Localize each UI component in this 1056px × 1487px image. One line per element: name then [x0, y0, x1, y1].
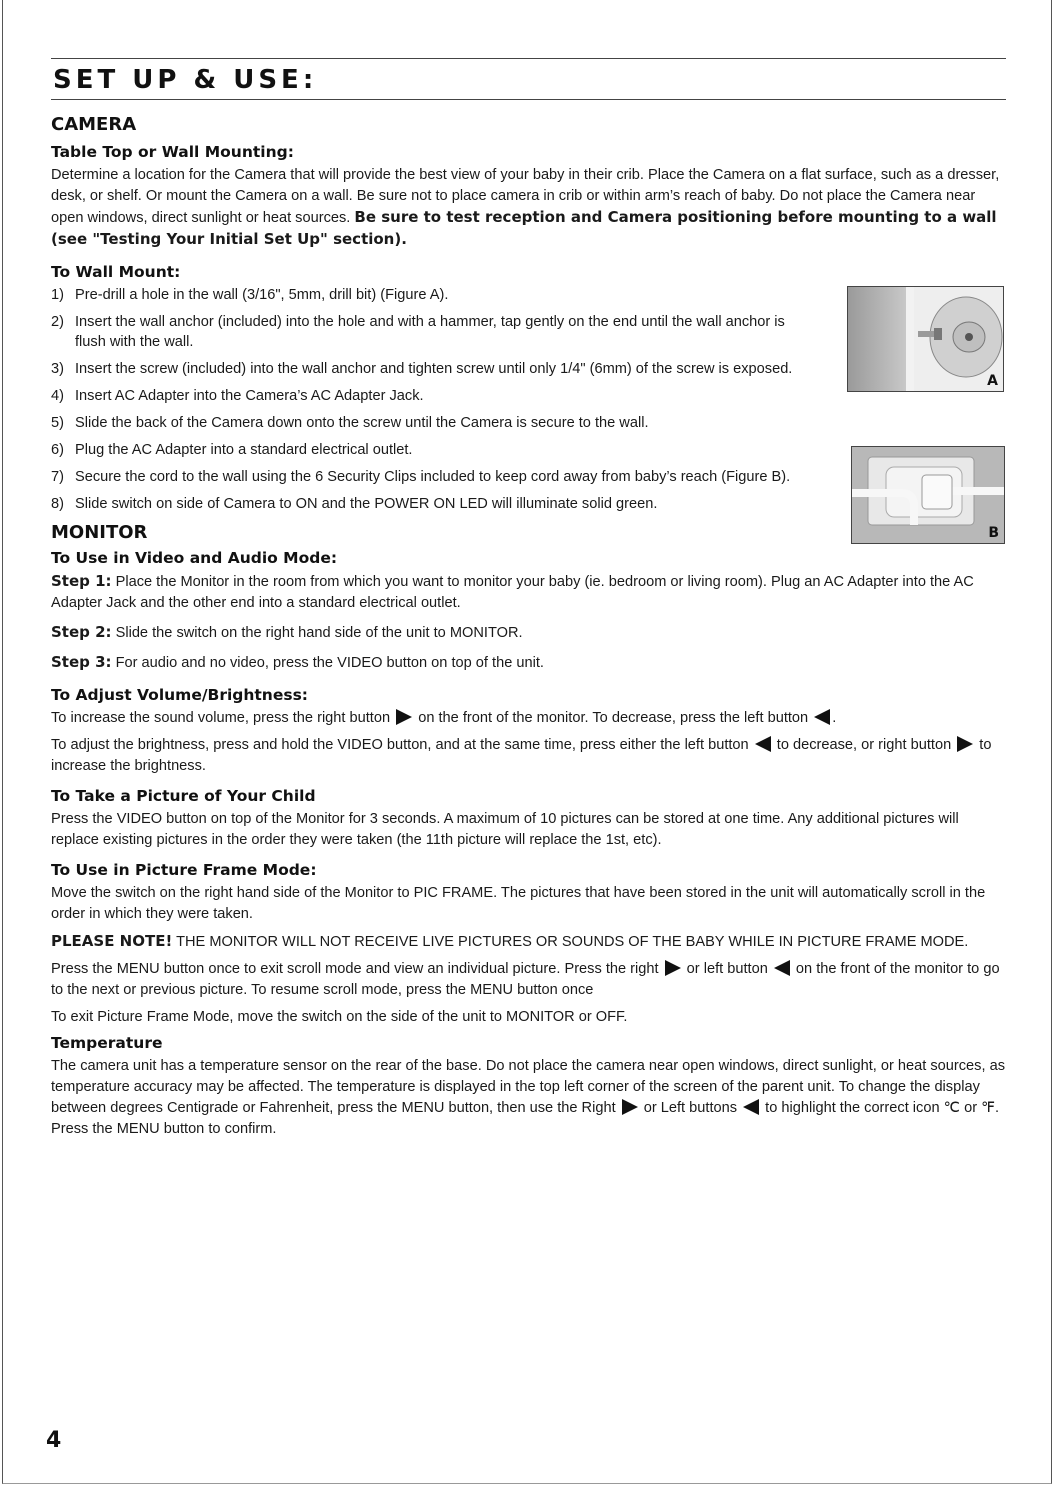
step1-text: Place the Monitor in the room from which you want to monitor your baby (ie. bedroom or living room). Plug an AC Adapter into the AC Adapter Jack and the other end into a standard electrical outlet. [51, 574, 974, 611]
camera-heading: CAMERA [51, 114, 137, 135]
temperature-heading: Temperature [51, 1034, 163, 1052]
figure-b-label: B [988, 525, 999, 541]
frame-note [51, 931, 1006, 953]
volume-heading: To Adjust Volume/Brightness: [51, 686, 309, 704]
scroll-text-c: on the front of the monitor to go to the next or previous picture. To resume scroll mode, press the MENU button once [51, 961, 1000, 998]
step-text: Slide switch on side of Camera to ON and the POWER ON LED will illuminate solid green. [75, 496, 658, 512]
title-rule [51, 99, 1006, 100]
step-number: 5) [51, 415, 64, 431]
video-audio-heading: To Use in Video and Audio Mode: [51, 549, 338, 567]
step-number: 2) [51, 314, 64, 330]
tabletop-text: Determine a location for the Camera that will provide the best view of your baby in their crib. Place the Camera on a flat surface, such as a dresser, desk, or shelf. Or mount the Camera on a wall. Be sure not to place camera in crib or within arm’s reach of baby. Do not place the Camera near open windows, direct sunlight or heat sources. [51, 167, 1000, 226]
monitor-heading: MONITOR [51, 522, 148, 543]
frame-exit-paragraph: To exit Picture Frame Mode, move the switch on the side of the unit to MONITOR or OFF. [51, 1009, 628, 1025]
tabletop-heading: Table Top or Wall Mounting: [51, 143, 294, 161]
brightness-text-c: to increase the brightness. [51, 737, 992, 774]
left-arrow-icon [814, 709, 830, 725]
page-number: 4 [46, 1428, 62, 1453]
step3-text: For audio and no video, press the VIDEO button on top of the unit. [111, 655, 544, 671]
temperature-text-b: or Left buttons [639, 1100, 742, 1116]
figure-a-label: A [987, 373, 998, 389]
temperature-paragraph [51, 1056, 1006, 1140]
frame-paragraph: Move the switch on the right hand side of the Monitor to PIC FRAME. The pictures that have been stored in the unit will automatically scroll in the order in which they were taken. [51, 885, 986, 922]
list-item [51, 494, 811, 514]
list-item [51, 285, 811, 305]
page-title: SET UP & USE: [53, 65, 318, 95]
scroll-text-a: Press the MENU button once to exit scroll mode and view an individual picture. Press the right [51, 961, 663, 977]
step-number: 4) [51, 388, 64, 404]
step-number: 8) [51, 496, 64, 512]
step-number: 7) [51, 469, 64, 485]
celsius-icon: ℃ [943, 1100, 961, 1116]
left-arrow-icon [774, 960, 790, 976]
list-item [51, 413, 811, 433]
volume-paragraph [51, 708, 1006, 729]
step-number: 3) [51, 361, 64, 377]
figure-b-illustration [852, 447, 1005, 544]
picture-heading: To Take a Picture of Your Child [51, 787, 316, 805]
right-arrow-icon [396, 709, 412, 725]
step1-label: Step 1: [51, 572, 112, 590]
figure-b [851, 446, 1005, 544]
volume-text-a: To increase the sound volume, press the right button [51, 710, 395, 726]
note-label: PLEASE NOTE! [51, 932, 173, 950]
fahrenheit-icon: ℉ [981, 1100, 996, 1116]
frame-scroll-paragraph [51, 959, 1006, 1001]
step3-label: Step 3: [51, 653, 112, 671]
step-text: Plug the AC Adapter into a standard electrical outlet. [75, 442, 413, 458]
step1-paragraph [51, 571, 1006, 614]
temperature-text-c: to highlight the correct icon [761, 1100, 944, 1116]
step2-text: Slide the switch on the right hand side of the unit to MONITOR. [111, 625, 523, 641]
brightness-paragraph [51, 735, 1006, 777]
list-item [51, 359, 811, 379]
step3-paragraph [51, 652, 1006, 674]
list-item [51, 386, 811, 406]
step-text: Insert the wall anchor (included) into the hole and with a hammer, tap gently on the end until the wall anchor is flush with the wall. [75, 314, 785, 350]
step-number: 1) [51, 287, 64, 303]
temperature-text-or: or [960, 1100, 982, 1116]
volume-text-c: . [832, 710, 837, 726]
left-arrow-icon [755, 736, 771, 752]
step2-label: Step 2: [51, 623, 112, 641]
brightness-text-b: to decrease, or right button [772, 737, 956, 753]
step-text: Slide the back of the Camera down onto the screw until the Camera is secure to the wall. [75, 415, 649, 431]
picture-paragraph: Press the VIDEO button on top of the Monitor for 3 seconds. A maximum of 10 pictures can be stored at one time. Any additional pictures will replace existing pictures in the order they were taken (the 11th picture will replace the 1st, etc). [51, 811, 959, 848]
figure-a [847, 286, 1004, 392]
temperature-text-d: . Press the MENU button to confirm. [51, 1100, 1000, 1137]
figure-a-illustration [848, 287, 1004, 392]
step-number: 6) [51, 442, 64, 458]
note-text: THE MONITOR WILL NOT RECEIVE LIVE PICTURES OR SOUNDS OF THE BABY WHILE IN PICTURE FRAME MODE. [172, 934, 969, 950]
step-text: Secure the cord to the wall using the 6 Security Clips included to keep cord away from baby’s reach (Figure B). [75, 469, 791, 485]
left-arrow-icon [743, 1099, 759, 1115]
volume-text-b: on the front of the monitor. To decrease, press the left button [414, 710, 813, 726]
page-content [51, 58, 1006, 1146]
temperature-text-a: The camera unit has a temperature sensor on the rear of the base. Do not place the camera near open windows, direct sunlight, or heat sources, as temperature accuracy may be affected. The temperature is displayed in the top left corner of the screen of the parent unit. To change the display between degrees Centigrade or Fahrenheit, press the MENU button, then use the Right [51, 1058, 1005, 1116]
list-item [51, 440, 811, 460]
list-item [51, 467, 865, 487]
top-rule [51, 58, 1006, 59]
tabletop-bold-text: Be sure to test reception and Camera positioning before mounting to a wall (see "Testing Your Initial Set Up" section). [51, 208, 997, 248]
step-text: Pre-drill a hole in the wall (3/16", 5mm, drill bit) (Figure A). [75, 287, 449, 303]
scroll-text-b: or left button [682, 961, 772, 977]
step2-paragraph [51, 622, 1006, 644]
wall-mount-heading: To Wall Mount: [51, 263, 181, 281]
wall-mount-steps [51, 285, 811, 514]
brightness-text-a: To adjust the brightness, press and hold the VIDEO button, and at the same time, press either the left button [51, 737, 753, 753]
frame-heading: To Use in Picture Frame Mode: [51, 861, 317, 879]
list-item [51, 312, 811, 352]
step-text: Insert the screw (included) into the wall anchor and tighten screw until only 1/4" (6mm) of the screw is exposed. [75, 361, 793, 377]
right-arrow-icon [665, 960, 681, 976]
tabletop-paragraph [51, 165, 1006, 251]
step-text: Insert AC Adapter into the Camera’s AC Adapter Jack. [75, 388, 424, 404]
right-arrow-icon [622, 1099, 638, 1115]
right-arrow-icon [957, 736, 973, 752]
